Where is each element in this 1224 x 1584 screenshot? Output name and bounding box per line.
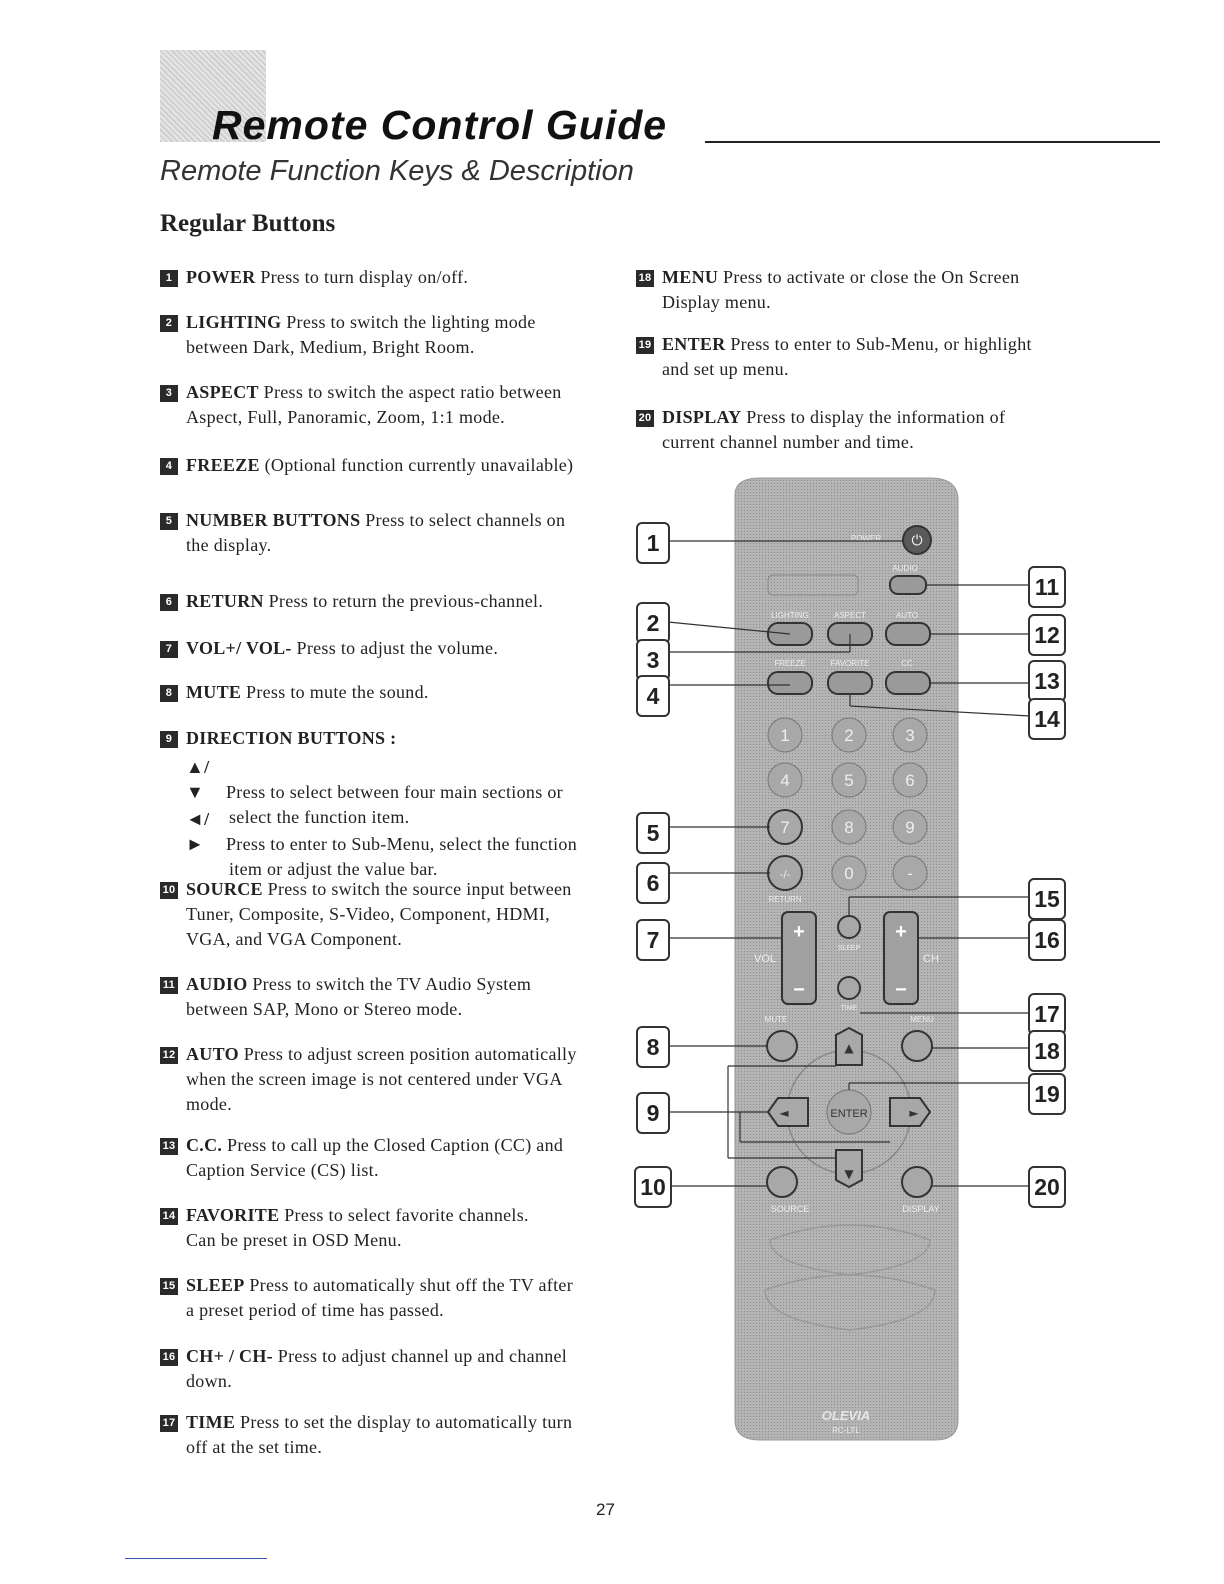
item-name: MUTE [186, 682, 242, 702]
item-number: 19 [636, 337, 654, 354]
callout-5: 5 [636, 812, 670, 854]
page-subtitle: Remote Function Keys & Description [160, 155, 634, 187]
callout-7: 7 [636, 919, 670, 961]
item-desc-cont: and set up menu. [662, 359, 789, 379]
item-number: 8 [160, 685, 178, 702]
item-desc: Press to adjust screen position automatically [243, 1044, 577, 1064]
item-number: 14 [160, 1208, 178, 1225]
page-number: 27 [596, 1500, 615, 1519]
item-source [160, 877, 620, 952]
auto-button[interactable] [886, 623, 930, 645]
ch-label: CH [923, 953, 939, 965]
cc-button[interactable] [886, 672, 930, 694]
digit-label: 2 [844, 726, 854, 745]
item-number: 7 [160, 641, 178, 658]
item-number: 3 [160, 385, 178, 402]
callout-18: 18 [1028, 1030, 1066, 1072]
item-name: RETURN [186, 591, 264, 611]
item-desc: Press to call up the Closed Caption (CC) and [227, 1135, 564, 1155]
item-auto [160, 1042, 625, 1117]
item-desc-cont: the display. [186, 535, 272, 555]
digit-label: 8 [844, 818, 854, 837]
cc-label: CC [901, 659, 913, 668]
channel-up-icon: + [895, 921, 907, 943]
power-icon: ⏻ [911, 533, 923, 549]
digit-label: 7 [780, 818, 790, 837]
item-number: 4 [160, 458, 178, 475]
auto-label: AUTO [895, 611, 919, 620]
item-cc [160, 1133, 600, 1183]
item-desc-cont: Tuner, Composite, S-Video, Component, HDMI, [186, 904, 550, 924]
source-button[interactable] [767, 1167, 797, 1197]
digit-label: 9 [905, 818, 915, 837]
digit-label: 4 [780, 771, 790, 790]
digit-label: 0 [844, 864, 854, 883]
item-number: 17 [160, 1415, 178, 1432]
item-name: LIGHTING [186, 312, 282, 332]
item-number: 1 [160, 270, 178, 287]
item-display [636, 405, 1066, 455]
item-desc-cont: down. [186, 1371, 232, 1391]
item-number: 15 [160, 1278, 178, 1295]
item-direction [160, 726, 600, 751]
mute-button[interactable] [767, 1031, 797, 1061]
item-name: VOL+/ VOL- [186, 638, 292, 658]
item-desc: Press to select channels on [365, 510, 566, 530]
item-desc: Press to switch the TV Audio System [252, 974, 532, 994]
callout-15: 15 [1028, 878, 1066, 920]
item-name: AUDIO [186, 974, 248, 994]
item-return [160, 589, 600, 614]
return-label: RETURN [768, 895, 802, 904]
item-desc-cont: between SAP, Mono or Stereo mode. [186, 999, 463, 1019]
item-desc: Press to display the information of [746, 407, 1006, 427]
item-desc-cont: when the screen image is not centered under VGA [186, 1069, 563, 1089]
digit-label: 6 [905, 771, 915, 790]
item-desc: Press to select favorite channels. [284, 1205, 529, 1225]
section-title: Regular Buttons [160, 210, 336, 237]
enter-label: ENTER [830, 1108, 868, 1120]
item-desc-cont: mode. [186, 1094, 232, 1114]
item-desc: Press to adjust the volume. [296, 638, 499, 658]
item-desc: Press to return the previous-channel. [268, 591, 544, 611]
aspect-label: ASPECT [833, 611, 867, 620]
direction-desc-cont: select the function item. [229, 807, 410, 827]
power-label: POWER [850, 534, 882, 543]
source-label: SOURCE [770, 1204, 810, 1214]
item-number: 5 [160, 513, 178, 530]
item-name: NUMBER BUTTONS [186, 510, 361, 530]
item-name: SLEEP [186, 1275, 245, 1295]
menu-button[interactable] [902, 1031, 932, 1061]
vol-label: VOL [753, 953, 777, 965]
item-desc-cont: a preset period of time has passed. [186, 1300, 444, 1320]
direction-desc: Press to enter to Sub-Menu, select the function [226, 834, 578, 854]
bottom-rule [125, 1558, 267, 1559]
callout-8: 8 [636, 1026, 670, 1068]
item-desc-cont: between Dark, Medium, Bright Room. [186, 337, 475, 357]
volume-up-icon: + [793, 921, 805, 943]
item-number: 10 [160, 882, 178, 899]
item-name: FAVORITE [186, 1205, 280, 1225]
title-rule [705, 141, 1160, 143]
item-desc: Press to turn display on/off. [260, 267, 469, 287]
freeze-button[interactable] [768, 672, 812, 694]
item-desc-cont: Caption Service (CS) list. [186, 1160, 379, 1180]
audio-button[interactable] [890, 576, 926, 594]
item-audio [160, 972, 600, 1022]
channel-down-icon: − [895, 979, 907, 1001]
item-number: 18 [636, 270, 654, 287]
model-label: RC-LTL [832, 1426, 860, 1435]
item-number: 11 [160, 977, 178, 994]
callout-11: 11 [1028, 566, 1066, 608]
page-title: Remote Control Guide [212, 102, 668, 148]
display-label: DISPLAY [902, 1204, 940, 1214]
item-number: 13 [160, 1138, 178, 1155]
favorite-button[interactable] [828, 672, 872, 694]
sleep-button[interactable] [838, 916, 860, 938]
item-desc-cont: off at the set time. [186, 1437, 323, 1457]
callout-16: 16 [1028, 919, 1066, 961]
item-number: 2 [160, 315, 178, 332]
item-name: MENU [662, 267, 719, 287]
item-desc: Press to set the display to automatically turn [240, 1412, 573, 1432]
digit-label: -/- [779, 869, 791, 881]
item-menu [636, 265, 1066, 315]
direction-desc: Press to select between four main sections or [226, 782, 563, 802]
item-channel [160, 1344, 600, 1394]
callout-14: 14 [1028, 698, 1066, 740]
direction-desc-cont: item or adjust the value bar. [229, 859, 438, 879]
item-desc: Press to activate or close the On Screen [723, 267, 1020, 287]
item-desc-cont: Aspect, Full, Panoramic, Zoom, 1:1 mode. [186, 407, 505, 427]
item-desc: Press to mute the sound. [246, 682, 429, 702]
item-name: SOURCE [186, 879, 263, 899]
item-number: 12 [160, 1047, 178, 1064]
item-name: FREEZE [186, 455, 260, 475]
item-name: TIME [186, 1412, 236, 1432]
item-aspect [160, 380, 600, 430]
item-desc-cont: Display menu. [662, 292, 771, 312]
callout-3: 3 [636, 639, 670, 681]
item-desc: (Optional function currently unavailable) [264, 455, 574, 475]
volume-down-icon: − [793, 979, 805, 1001]
callout-1: 1 [636, 522, 670, 564]
updown-arrow-icon: ▲/▼ [186, 757, 210, 802]
item-desc: Press to adjust channel up and channel [277, 1346, 568, 1366]
callout-20: 20 [1028, 1166, 1066, 1208]
item-sleep [160, 1273, 600, 1323]
item-desc: Press to automatically shut off the TV after [249, 1275, 573, 1295]
lighting-label: LIGHTING [771, 611, 809, 620]
item-name: CH+ / CH- [186, 1346, 273, 1366]
item-name: ASPECT [186, 382, 259, 402]
item-number: 20 [636, 410, 654, 427]
item-name: AUTO [186, 1044, 239, 1064]
callout-12: 12 [1028, 614, 1066, 656]
favorite-label: FAVORITE [830, 659, 870, 668]
item-mute [160, 680, 600, 705]
menu-label: MENU [910, 1015, 934, 1024]
digit-label: 3 [905, 726, 915, 745]
down-arrow-icon: ▼ [844, 1167, 854, 1181]
freeze-label: FREEZE [774, 659, 806, 668]
callout-17: 17 [1028, 993, 1066, 1035]
direction-leftright [186, 807, 616, 882]
leftright-arrow-icon: ◄/► [186, 809, 210, 854]
display-button[interactable] [902, 1167, 932, 1197]
time-label: TIME [840, 1005, 858, 1012]
up-arrow-icon: ▲ [844, 1041, 854, 1055]
callout-4: 4 [636, 675, 670, 717]
remote-illustration [620, 470, 1080, 1445]
item-desc-cont: Can be preset in OSD Menu. [186, 1230, 402, 1250]
item-name: DISPLAY [662, 407, 742, 427]
brand-logo: OLEVIA [821, 1408, 871, 1423]
digit-label: 1 [780, 726, 790, 745]
left-arrow-icon: ◄ [779, 1106, 789, 1120]
time-button[interactable] [838, 977, 860, 999]
callout-2: 2 [636, 602, 670, 644]
audio-label: AUDIO [892, 564, 918, 573]
item-desc-cont: VGA, and VGA Component. [186, 929, 403, 949]
item-desc: Press to switch the aspect ratio between [263, 382, 562, 402]
mute-label: MUTE [764, 1015, 788, 1024]
callout-10: 10 [634, 1166, 672, 1208]
item-enter [636, 332, 1076, 382]
sleep-label: SLEEP [837, 945, 861, 952]
item-desc-cont: current channel number and time. [662, 432, 915, 452]
item-desc: Press to enter to Sub-Menu, or highlight [730, 334, 1032, 354]
callout-19: 19 [1028, 1073, 1066, 1115]
item-favorite [160, 1203, 600, 1253]
digit-label: 5 [844, 771, 854, 790]
callout-6: 6 [636, 862, 670, 904]
item-freeze [160, 453, 600, 478]
item-number: 9 [160, 731, 178, 748]
callout-9: 9 [636, 1092, 670, 1134]
right-arrow-icon: ► [909, 1106, 919, 1120]
item-name: DIRECTION BUTTONS : [186, 728, 397, 748]
digit-label: - [907, 864, 913, 883]
item-power [160, 265, 600, 290]
item-number-buttons [160, 508, 600, 558]
item-time [160, 1410, 600, 1460]
item-number: 16 [160, 1349, 178, 1366]
item-name: POWER [186, 267, 256, 287]
item-name: C.C. [186, 1135, 223, 1155]
item-lighting [160, 310, 600, 360]
item-desc: Press to switch the lighting mode [286, 312, 536, 332]
item-number: 6 [160, 594, 178, 611]
item-desc: Press to switch the source input between [267, 879, 572, 899]
item-name: ENTER [662, 334, 726, 354]
item-volume [160, 636, 600, 661]
callout-13: 13 [1028, 660, 1066, 702]
